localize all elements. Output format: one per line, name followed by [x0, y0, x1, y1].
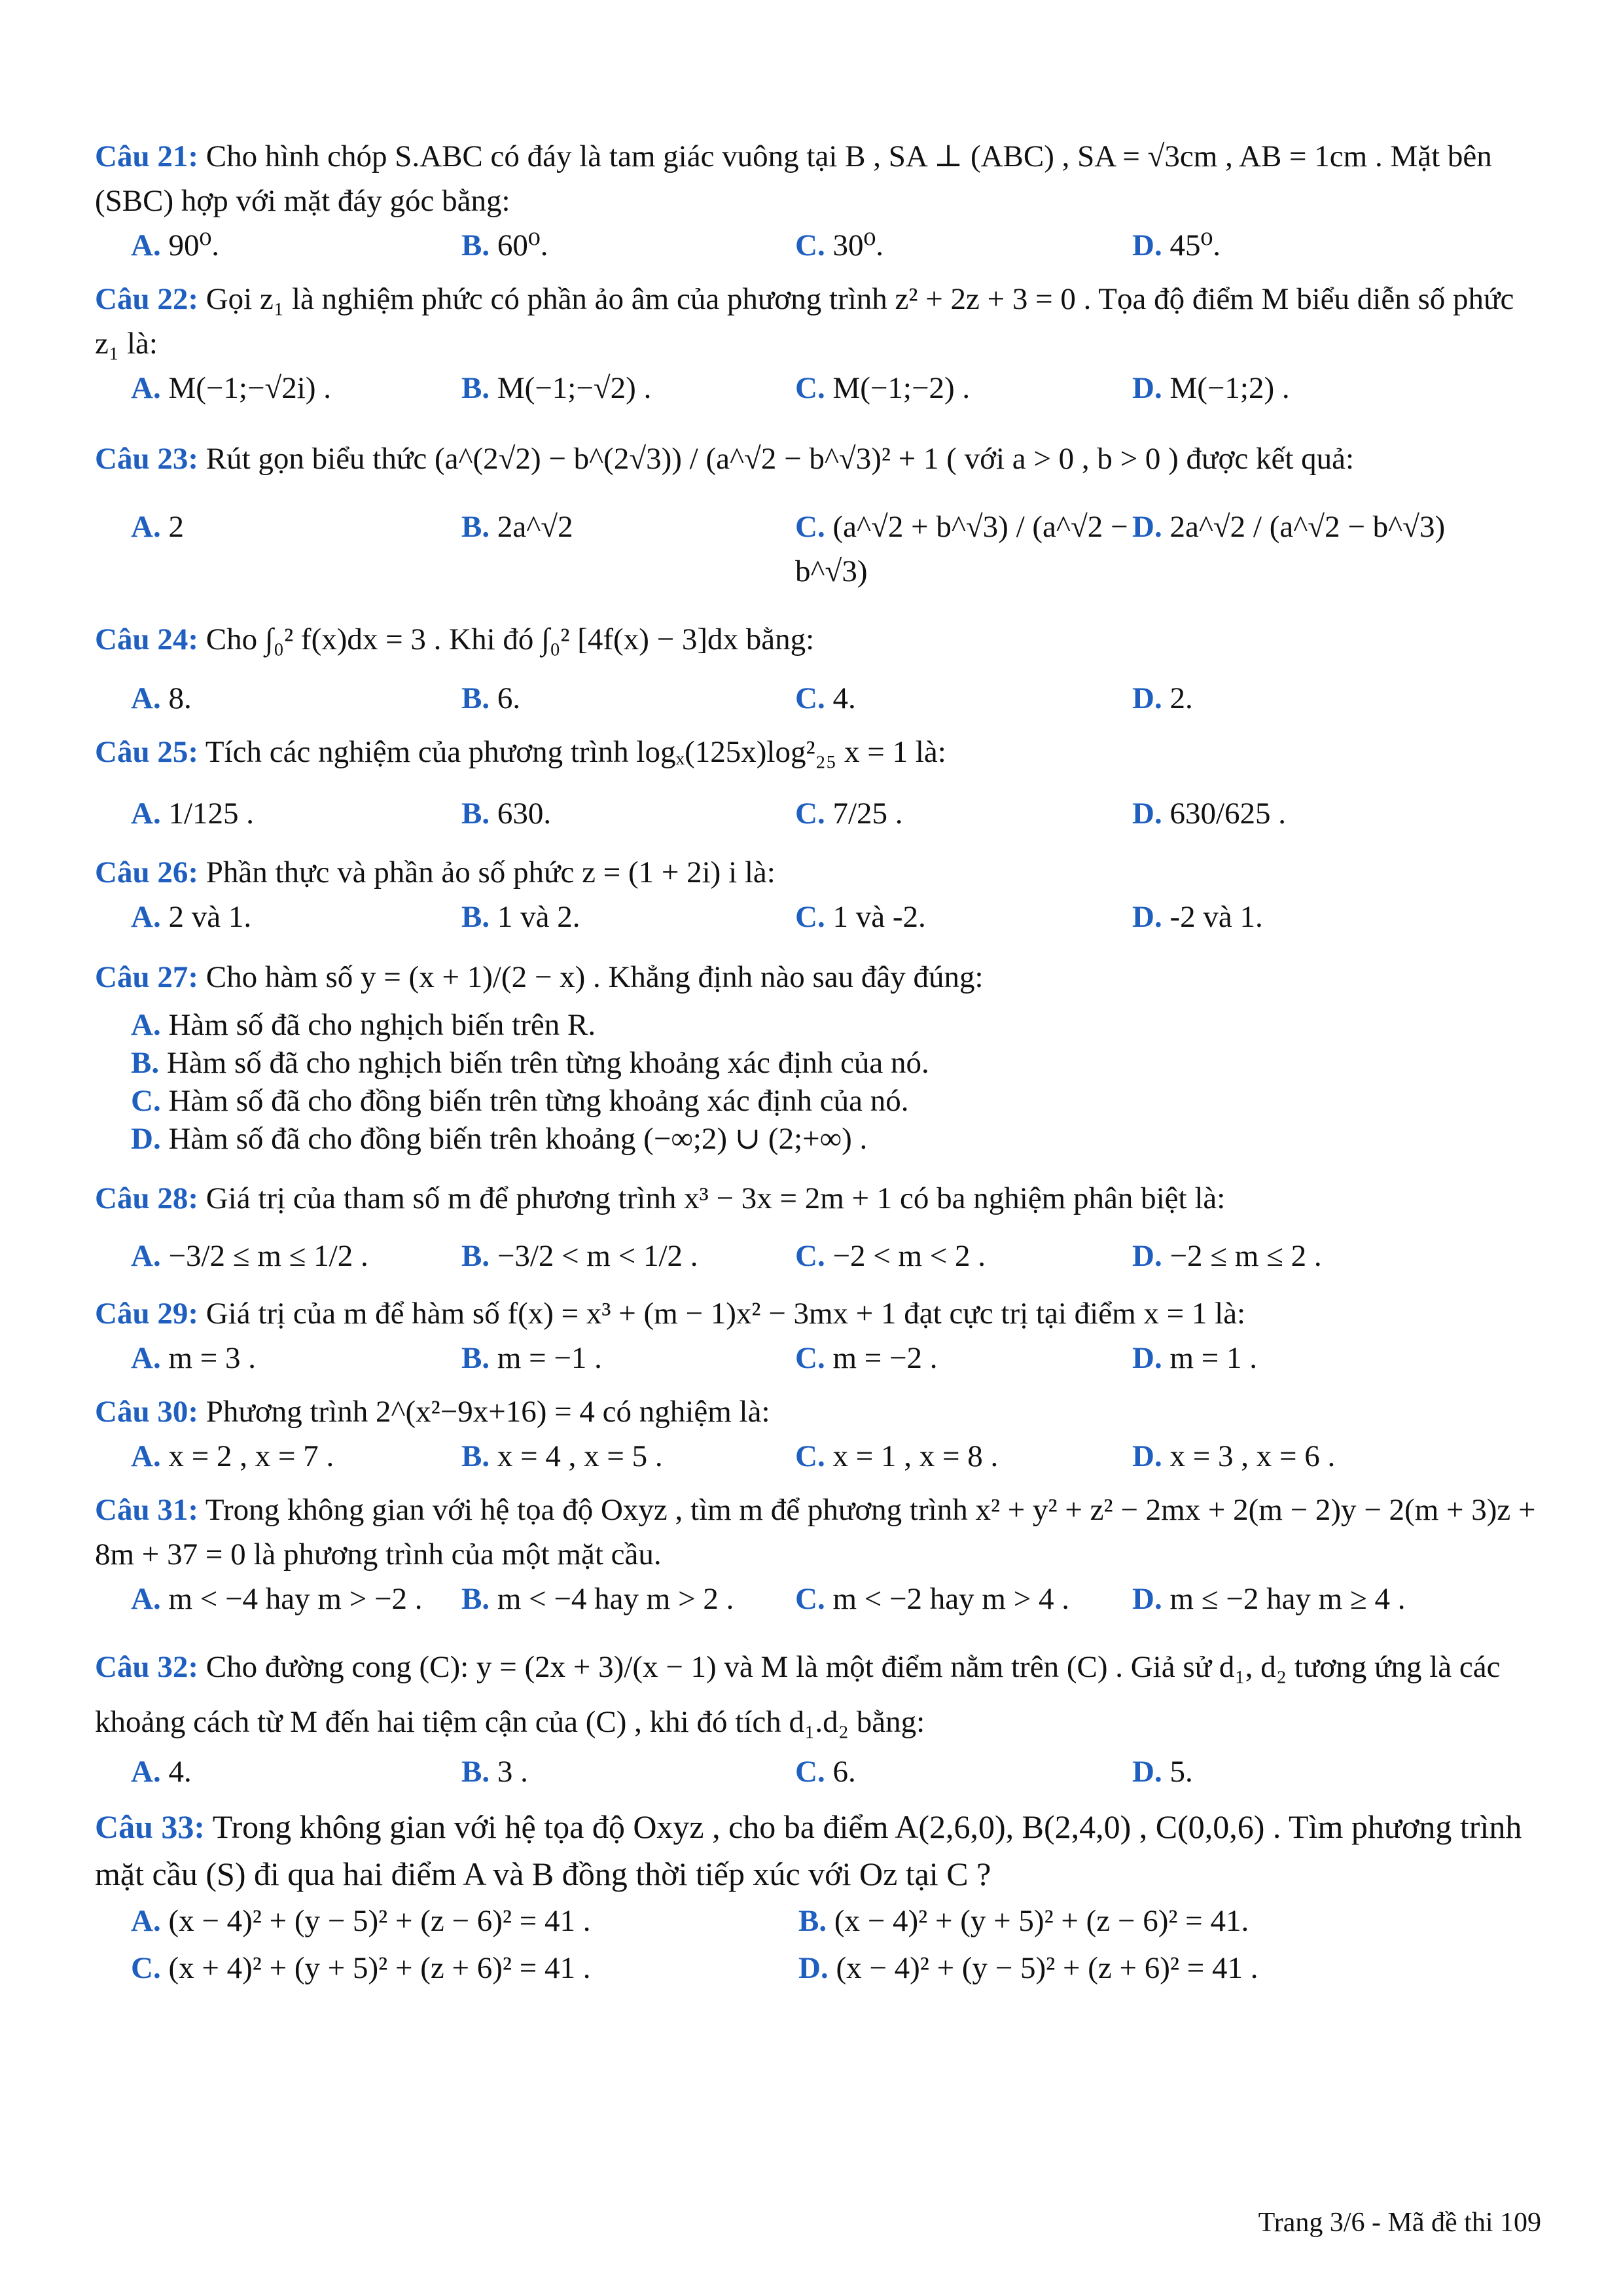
question-number: Câu 28:: [95, 1181, 198, 1215]
option-b: B. (x − 4)² + (y + 5)² + (z − 6)² = 41.: [798, 1904, 1249, 1938]
option-d: D. 630/625 .: [1132, 797, 1287, 831]
question-29: [95, 1291, 1541, 1336]
option-c: C. 30⁰.: [795, 228, 884, 262]
option-c: C. 7/25 .: [795, 797, 903, 831]
question-text: Gọi z₁ là nghiệm phức có phần ảo âm của phương trình z² + 2z + 3 = 0 . Tọa độ điểm M biểu diễn số phức z₁ là:: [95, 282, 1514, 361]
option-b: B. −3/2 < m < 1/2 .: [461, 1239, 698, 1273]
question-text: Giá trị của m để hàm số f(x) = x³ + (m − 1)x² − 3mx + 1 đạt cực trị tại điểm x = 1 là:: [205, 1297, 1246, 1331]
option-b: B. 60⁰.: [461, 228, 548, 262]
question-21: [95, 134, 1541, 223]
option-a: A. 2: [131, 510, 184, 544]
options-28: [95, 1234, 1541, 1278]
option-c: C. m = −2 .: [795, 1341, 938, 1375]
question-text: Trong không gian với hệ tọa độ Oxyz , tìm m để phương trình x² + y² + z² − 2mx + 2(m − 2)y − 2(m + 3)z + 8m + 37 = 0 là phương trình của một mặt cầu.: [95, 1493, 1536, 1571]
option-c: C. 6.: [795, 1755, 856, 1789]
option-d: D. -2 và 1.: [1132, 900, 1263, 934]
option-b: B. x = 4 , x = 5 .: [461, 1439, 663, 1473]
question-text: Giá trị của tham số m để phương trình x³ − 3x = 2m + 1 có ba nghiệm phân biệt là:: [205, 1181, 1226, 1215]
question-text: Rút gọn biểu thức (a^(2√2) − b^(2√3)) / (a^√2 − b^√3)² + 1 ( với a > 0 , b > 0 ) được kết quả:: [205, 442, 1355, 476]
options-25: [95, 791, 1541, 836]
option-a: A. Hàm số đã cho nghịch biến trên R.: [131, 1008, 596, 1042]
question-number: Câu 23:: [95, 442, 198, 476]
option-c: C. (x + 4)² + (y + 5)² + (z + 6)² = 41 .: [131, 1951, 591, 1985]
question-25: [95, 730, 1541, 774]
question-30: [95, 1390, 1541, 1434]
option-c: C. x = 1 , x = 8 .: [795, 1439, 999, 1473]
option-d: D. m = 1 .: [1132, 1341, 1258, 1375]
question-number: Câu 24:: [95, 622, 198, 656]
question-number: Câu 29:: [95, 1297, 198, 1331]
question-23: [95, 437, 1541, 481]
option-d: D. −2 ≤ m ≤ 2 .: [1132, 1239, 1322, 1273]
options-27: [95, 1006, 1541, 1158]
option-c: C. (a^√2 + b^√3) / (a^√2 − b^√3): [795, 510, 1128, 588]
question-text: Cho hình chóp S.ABC có đáy là tam giác vuông tại B , SA ⊥ (ABC) , SA = √3cm , AB = 1cm . Mặt bên (SBC) hợp với mặt đáy góc bằng:: [95, 139, 1492, 218]
option-b: B. 3 .: [461, 1755, 528, 1789]
option-c: C. 1 và -2.: [795, 900, 926, 934]
question-number: Câu 27:: [95, 960, 198, 994]
question-text: Tích các nghiệm của phương trình logₓ(125x)log²₂₅ x = 1 là:: [205, 735, 946, 769]
option-b: B. Hàm số đã cho nghịch biến trên từng khoảng xác định của nó.: [131, 1046, 929, 1080]
page-footer: Trang 3/6 - Mã đề thi 109: [1258, 2208, 1541, 2238]
question-number: Câu 21:: [95, 139, 198, 173]
options-24: [95, 676, 1541, 721]
option-b: B. M(−1;−√2) .: [461, 371, 652, 405]
options-23: [95, 505, 1541, 594]
question-24: [95, 617, 1541, 662]
option-d: D. Hàm số đã cho đồng biến trên khoảng (−∞;2) ∪ (2;+∞) .: [131, 1122, 868, 1156]
question-31: [95, 1488, 1541, 1577]
option-a: A. x = 2 , x = 7 .: [131, 1439, 334, 1473]
option-a: A. 2 và 1.: [131, 900, 252, 934]
option-b: B. m = −1 .: [461, 1341, 602, 1375]
question-number: Câu 25:: [95, 735, 198, 769]
question-28: [95, 1176, 1541, 1221]
option-b: B. 630.: [461, 797, 552, 831]
question-text: Cho đường cong (C): y = (2x + 3)/(x − 1) và M là một điểm nằm trên (C) . Giả sử d₁, d₂ tương ứng là các khoảng cách từ M đến hai tiệm cận của (C) , khi đó tích d₁.d₂ bằng:: [95, 1650, 1501, 1739]
options-33: [95, 1897, 1541, 1992]
option-d: D. (x − 4)² + (y − 5)² + (z + 6)² = 41 .: [798, 1951, 1258, 1985]
option-d: D. 45⁰.: [1132, 228, 1221, 262]
option-d: D. 2a^√2 / (a^√2 − b^√3): [1132, 510, 1446, 544]
option-d: D. M(−1;2) .: [1132, 371, 1290, 405]
question-text: Cho ∫₀² f(x)dx = 3 . Khi đó ∫₀² [4f(x) − 3]dx bằng:: [205, 622, 815, 656]
option-a: A. −3/2 ≤ m ≤ 1/2 .: [131, 1239, 368, 1273]
question-text: Phương trình 2^(x²−9x+16) = 4 có nghiệm là:: [205, 1395, 770, 1429]
question-number: Câu 26:: [95, 855, 198, 889]
option-a: A. 90⁰.: [131, 228, 220, 262]
question-27: [95, 955, 1541, 999]
option-b: B. m < −4 hay m > 2 .: [461, 1582, 734, 1616]
options-22: [95, 366, 1541, 410]
options-31: [95, 1577, 1541, 1621]
option-a: A. m < −4 hay m > −2 .: [131, 1582, 423, 1616]
option-b: B. 1 và 2.: [461, 900, 580, 934]
options-30: [95, 1434, 1541, 1479]
option-a: A. m = 3 .: [131, 1341, 257, 1375]
option-c: C. −2 < m < 2 .: [795, 1239, 986, 1273]
option-a: A. 8.: [131, 681, 192, 715]
option-d: D. 2.: [1132, 681, 1193, 715]
option-b: B. 2a^√2: [461, 510, 573, 544]
question-33: [95, 1803, 1541, 1897]
question-number: Câu 31:: [95, 1493, 198, 1527]
option-b: B. 6.: [461, 681, 521, 715]
option-c: C. M(−1;−2) .: [795, 371, 971, 405]
option-a: A. 4.: [131, 1755, 192, 1789]
question-number: Câu 32:: [95, 1650, 198, 1684]
question-32: [95, 1640, 1541, 1749]
options-32: [95, 1749, 1541, 1794]
exam-page: [95, 134, 1541, 1992]
question-text: Trong không gian với hệ tọa độ Oxyz , cho ba điểm A(2,6,0), B(2,4,0) , C(0,0,6) . Tìm phương trình mặt cầu (S) đi qua hai điểm A và B đồng thời tiếp xúc với Oz tại C ?: [95, 1808, 1522, 1892]
options-29: [95, 1336, 1541, 1380]
question-text: Cho hàm số y = (x + 1)/(2 − x) . Khẳng định nào sau đây đúng:: [205, 960, 984, 994]
question-number: Câu 22:: [95, 282, 198, 316]
option-c: C. m < −2 hay m > 4 .: [795, 1582, 1069, 1616]
option-a: A. M(−1;−√2i) .: [131, 371, 331, 405]
option-d: D. 5.: [1132, 1755, 1193, 1789]
options-21: [95, 223, 1541, 268]
option-a: A. 1/125 .: [131, 797, 255, 831]
option-d: D. m ≤ −2 hay m ≥ 4 .: [1132, 1582, 1406, 1616]
question-22: [95, 277, 1541, 366]
question-number: Câu 30:: [95, 1395, 198, 1429]
option-a: A. (x − 4)² + (y − 5)² + (z − 6)² = 41 .: [131, 1904, 591, 1938]
question-text: Phần thực và phần ảo số phức z = (1 + 2i) i là:: [205, 855, 776, 889]
option-c: C. 4.: [795, 681, 856, 715]
options-26: [95, 895, 1541, 939]
option-c: C. Hàm số đã cho đồng biến trên từng khoảng xác định của nó.: [131, 1084, 909, 1118]
question-26: [95, 850, 1541, 895]
option-d: D. x = 3 , x = 6 .: [1132, 1439, 1336, 1473]
question-number: Câu 33:: [95, 1808, 205, 1845]
